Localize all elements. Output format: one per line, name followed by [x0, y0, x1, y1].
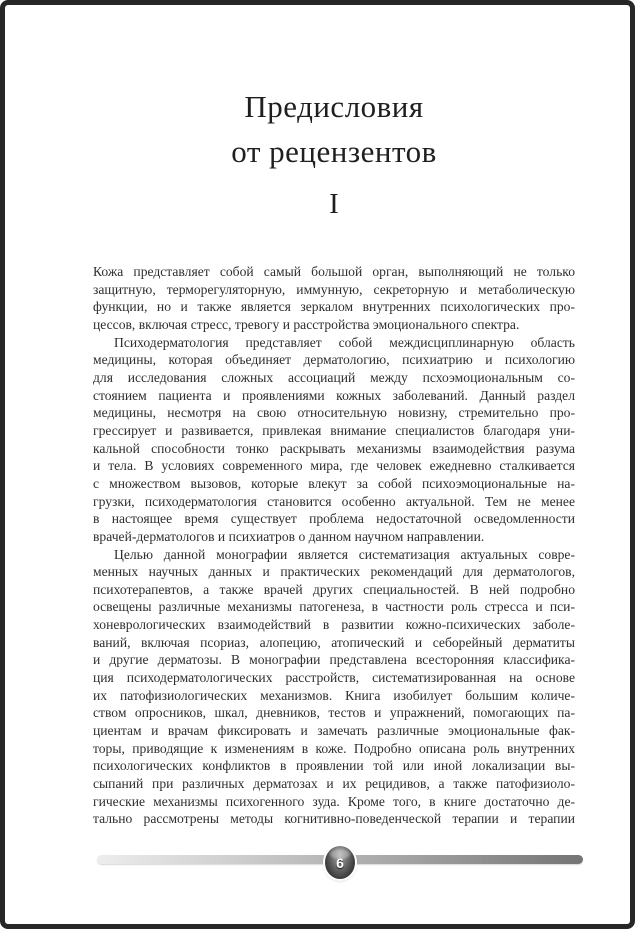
text-line: тально рассмотрены методы когнитивно-поведенческой терапии и терапии: [93, 811, 575, 827]
text-line: их патофизиологических механизмов. Книга изобилует большим количе-: [93, 687, 575, 703]
text-line: Кожа представляет собой самый большой орган, выполняющий не только: [93, 264, 575, 279]
text-line: ваний, включая псориаз, алопецию, атопический и себорейный дерматиты: [93, 634, 575, 650]
text-line: циентам и врачам фиксировать и замечать различные эмоциональные фак-: [93, 723, 575, 739]
text-line: цессов, включая стресс, тревогу и расстройства эмоционального спектра.: [93, 316, 520, 332]
text-line: хоневрологических взаимодействий в развитии кожно-психических заболе-: [93, 617, 575, 633]
paragraph: [93, 334, 575, 546]
text-line: торы, приводящие к изменениям в коже. Подробно описана роль внутренних: [93, 740, 575, 756]
paragraph: [93, 546, 575, 829]
text-line: и тела. В условиях современного мира, где человек ежедневно сталкивается: [93, 458, 575, 474]
page-title: [93, 84, 575, 174]
paragraph: [93, 263, 575, 334]
text-line: медицины, которая объединяет дерматологию, психиатрию и психологию: [93, 352, 575, 368]
text-line: с множеством вызовов, которые влекут за собой психоэмоциональные на-: [93, 475, 575, 491]
text-line: грузки, психодерматология становится особенно актуальной. Тем не менее: [93, 493, 575, 509]
text-line: ция психодерматологических расстройств, систематизированная на основе: [93, 670, 575, 686]
text-line: Целью данной монографии является систематизация актуальных совре-: [114, 546, 575, 562]
text-line: в настоящее время существует проблема недостаточной осведомленности: [93, 511, 575, 527]
text-line: защитную, терморегуляторную, иммунную, секреторную и метаболическую: [93, 281, 575, 297]
text-line: стоянием пациента и проявлениями кожных заболеваний. Данный раздел: [93, 387, 575, 403]
text-line: сыпаний при различных дерматозах и их рецидивов, а также патофизиоло-: [93, 776, 575, 792]
text-line: медицины, несмотря на свою относительную новизну, стремительно про-: [93, 405, 575, 421]
text-line: врачей-дерматологов и психиатров о данном научном направлении.: [93, 528, 485, 544]
text-line: освещены различные механизмы патогенеза, в частности роль стресса и пси-: [93, 599, 575, 615]
text-line: Психодерматология представляет собой междисциплинарную область: [114, 334, 575, 350]
page-title-line-1: Предисловия: [244, 89, 424, 124]
page-content: [93, 0, 575, 828]
text-line: и другие дерматозы. В монографии представлена всесторонняя классифика-: [93, 652, 575, 668]
section-numeral: I: [329, 188, 339, 220]
text-line: гические механизмы психогенного зуда. Кроме того, в книге достаточно де-: [93, 793, 575, 809]
text-line: ством опросников, шкал, дневников, тестов и упражнений, помогающих па-: [93, 705, 575, 721]
text-line: психологических конфликтов в проявлении той или иной локализации вы-: [93, 758, 575, 774]
text-line: кальной способности тонко раскрывать механизмы взаимодействия разума: [93, 440, 575, 456]
page-number: 6: [336, 854, 344, 871]
page-number-badge: [325, 846, 355, 879]
body-text: [93, 263, 575, 828]
text-line: грессирует и развивается, привлекая внимание специалистов благодаря уни-: [93, 422, 575, 438]
text-line: психотерапевтов, а также врачей других специальностей. В ней подробно: [93, 581, 575, 597]
text-line: функции, но и также является зеркалом внутренних психологических про-: [93, 299, 575, 315]
text-line: для исследования сложных ассоциаций между псхоэмоциональным со-: [93, 369, 575, 385]
text-line: менных научных данных и практических рекомендаций для дерматологов,: [93, 564, 575, 580]
page-title-line-2: от рецензентов: [231, 134, 437, 169]
